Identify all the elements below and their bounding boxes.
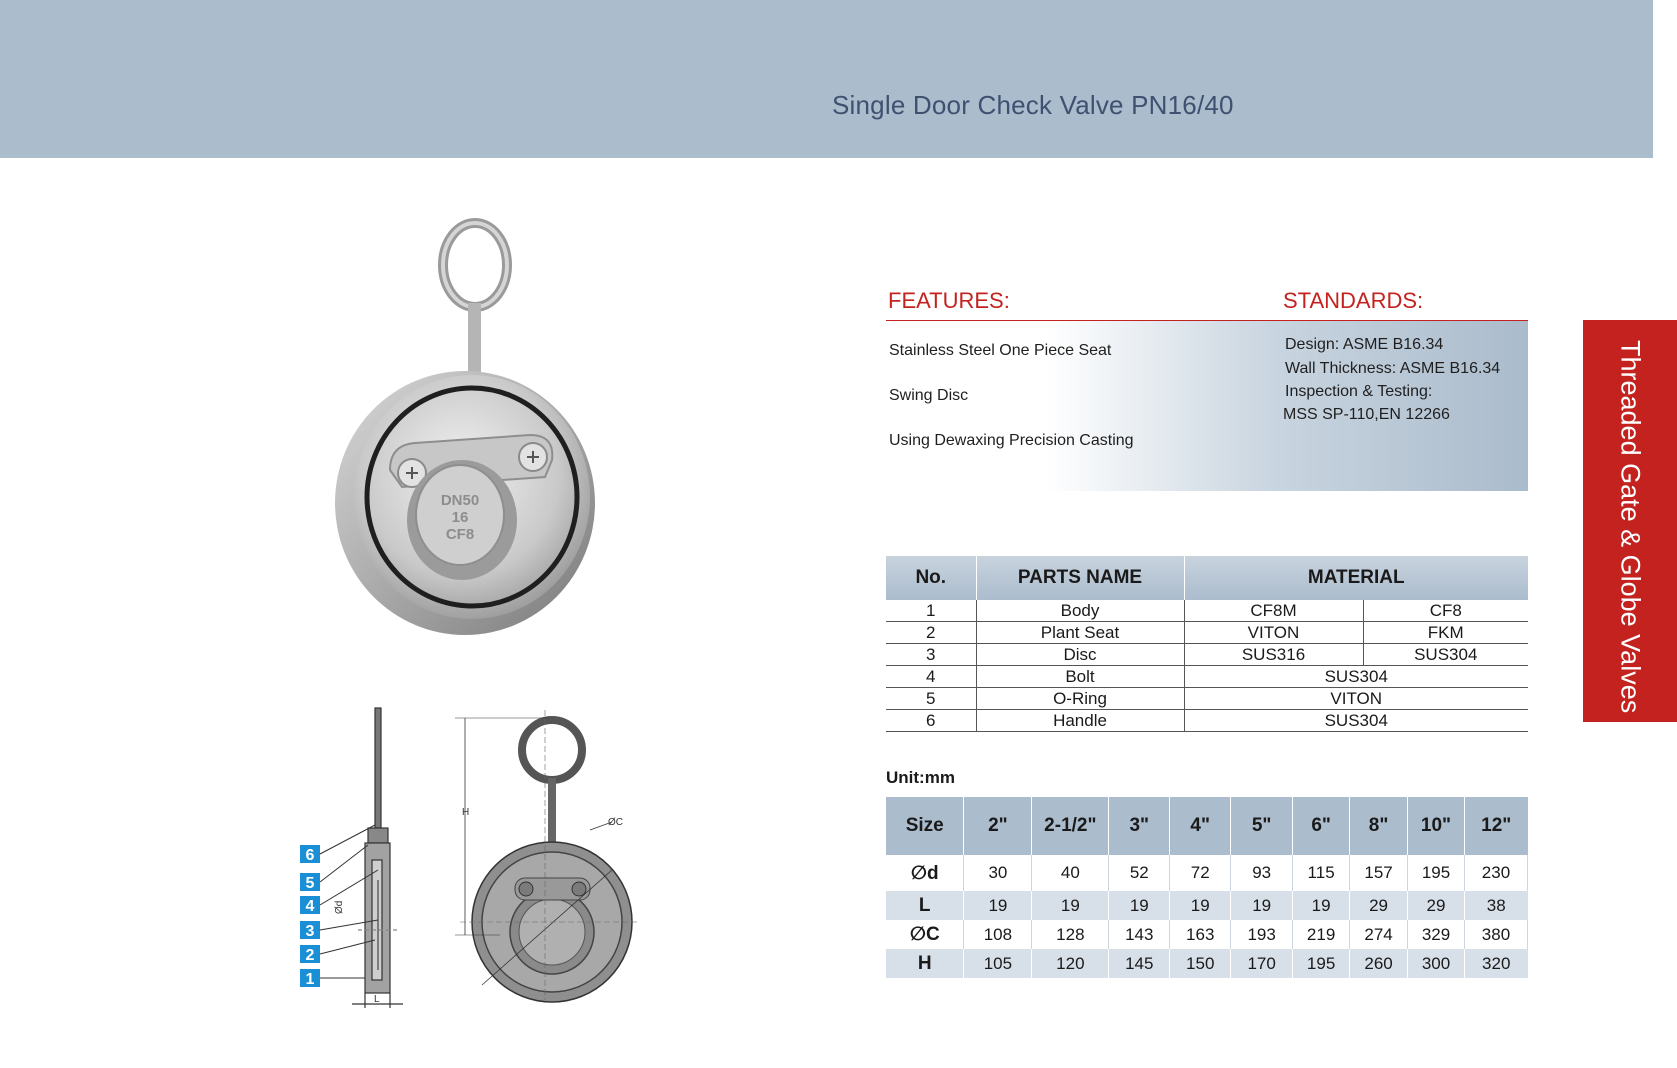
part-material: VITON (1184, 688, 1528, 710)
table-row (886, 666, 1528, 688)
callout-2 (300, 940, 375, 964)
cell: 52 (1109, 855, 1170, 891)
row-label: L (886, 891, 964, 920)
table-row (886, 949, 1528, 978)
svg-text:2: 2 (305, 947, 315, 964)
cell: 108 (964, 920, 1032, 949)
size-col: 5" (1231, 797, 1293, 855)
valve-body (335, 371, 595, 635)
part-material: SUS304 (1184, 710, 1528, 732)
cell: 143 (1109, 920, 1170, 949)
part-material-2: SUS304 (1363, 644, 1528, 666)
cell: 170 (1231, 949, 1293, 978)
handle-ring (443, 223, 507, 391)
parts-table (886, 556, 1528, 732)
svg-text:1: 1 (305, 971, 315, 988)
table-row (886, 855, 1528, 891)
part-name: Handle (976, 710, 1184, 732)
svg-text:3: 3 (305, 923, 315, 940)
dim-label-c: ØC (608, 817, 623, 828)
cell: 19 (1109, 891, 1170, 920)
cell: 274 (1350, 920, 1408, 949)
cell: 163 (1170, 920, 1231, 949)
feature-item: Stainless Steel One Piece Seat (889, 342, 1112, 359)
cell: 145 (1109, 949, 1170, 978)
cell: 230 (1464, 855, 1527, 891)
cell: 19 (1170, 891, 1231, 920)
part-name: Plant Seat (976, 622, 1184, 644)
cell: 30 (964, 855, 1032, 891)
cell: 195 (1408, 855, 1465, 891)
table-row (886, 600, 1528, 622)
cell: 19 (1032, 891, 1109, 920)
standard-item: MSS SP-110,EN 12266 (1283, 406, 1450, 423)
disc-marking-size: DN50 (440, 492, 480, 509)
side-category-tab[interactable] (1583, 320, 1677, 722)
part-material: SUS304 (1184, 666, 1528, 688)
disc-marking-pressure: 16 (451, 509, 469, 526)
part-material-1: SUS316 (1184, 644, 1363, 666)
cell: 93 (1231, 855, 1293, 891)
part-name: Bolt (976, 666, 1184, 688)
dim-label-d: Ød (334, 900, 345, 914)
size-header: Size (886, 797, 964, 855)
cell: 19 (1293, 891, 1350, 920)
part-no: 3 (886, 644, 976, 666)
valve-product-photo (320, 215, 620, 665)
disc-marking-material: CF8 (445, 526, 475, 543)
feature-item: Swing Disc (889, 387, 969, 404)
page-header (0, 0, 1653, 158)
row-label: ∅C (886, 920, 964, 949)
table-row (886, 710, 1528, 732)
cell: 150 (1170, 949, 1231, 978)
cell: 195 (1293, 949, 1350, 978)
part-name: Body (976, 600, 1184, 622)
svg-text:4: 4 (305, 898, 315, 915)
size-col: 4" (1170, 797, 1231, 855)
cell: 320 (1464, 949, 1527, 978)
table-row (886, 920, 1528, 949)
feature-item: Using Dewaxing Precision Casting (889, 432, 1134, 449)
size-col: 3" (1109, 797, 1170, 855)
cell: 29 (1408, 891, 1465, 920)
part-no: 2 (886, 622, 976, 644)
unit-label: Unit:mm (886, 768, 955, 787)
cell: 300 (1408, 949, 1465, 978)
svg-text:6: 6 (305, 847, 315, 864)
cell: 115 (1293, 855, 1350, 891)
cell: 19 (1231, 891, 1293, 920)
side-category-label: Threaded Gate & Globe Valves (1615, 340, 1646, 714)
cell: 260 (1350, 949, 1408, 978)
cell: 157 (1350, 855, 1408, 891)
part-no: 5 (886, 688, 976, 710)
part-no: 1 (886, 600, 976, 622)
technical-drawing (290, 700, 660, 1020)
page-title: Single Door Check Valve PN16/40 (832, 90, 1234, 120)
cell: 105 (964, 949, 1032, 978)
cell: 193 (1231, 920, 1293, 949)
part-name: O-Ring (976, 688, 1184, 710)
size-table (886, 797, 1528, 978)
cell: 128 (1032, 920, 1109, 949)
part-material-2: FKM (1363, 622, 1528, 644)
table-row (886, 622, 1528, 644)
standard-item: Inspection & Testing: (1285, 383, 1433, 400)
col-no: No. (886, 556, 976, 600)
size-table-header (886, 797, 1528, 855)
cell: 40 (1032, 855, 1109, 891)
col-material: MATERIAL (1184, 556, 1528, 600)
cell: 380 (1464, 920, 1527, 949)
standard-item: Design: ASME B16.34 (1285, 336, 1444, 353)
dim-label-l: L (374, 994, 380, 1005)
part-material-2: CF8 (1363, 600, 1528, 622)
cell: 329 (1408, 920, 1465, 949)
size-col: 2" (964, 797, 1032, 855)
size-col: 2-1/2" (1032, 797, 1109, 855)
row-label: H (886, 949, 964, 978)
part-material-1: VITON (1184, 622, 1363, 644)
size-col: 6" (1293, 797, 1350, 855)
callout-1 (300, 969, 365, 988)
cell: 19 (964, 891, 1032, 920)
col-parts-name: PARTS NAME (976, 556, 1184, 600)
standard-item: Wall Thickness: ASME B16.34 (1285, 360, 1501, 377)
size-col: 8" (1350, 797, 1408, 855)
side-view (352, 708, 403, 1008)
table-row (886, 688, 1528, 710)
callout-6 (300, 825, 375, 864)
standards-heading: STANDARDS: (1283, 288, 1424, 313)
parts-table-header (886, 556, 1528, 600)
part-material-1: CF8M (1184, 600, 1363, 622)
cell: 29 (1350, 891, 1408, 920)
table-row (886, 644, 1528, 666)
part-name: Disc (976, 644, 1184, 666)
size-col: 12" (1464, 797, 1527, 855)
cell: 120 (1032, 949, 1109, 978)
part-no: 6 (886, 710, 976, 732)
cell: 72 (1170, 855, 1231, 891)
svg-text:5: 5 (305, 875, 315, 892)
front-view (455, 710, 640, 1002)
dim-label-h: H (462, 807, 470, 818)
cell: 38 (1464, 891, 1527, 920)
part-no: 4 (886, 666, 976, 688)
size-col: 10" (1408, 797, 1465, 855)
table-row (886, 891, 1528, 920)
features-heading: FEATURES: (888, 288, 1010, 313)
row-label: ∅d (886, 855, 964, 891)
cell: 219 (1293, 920, 1350, 949)
